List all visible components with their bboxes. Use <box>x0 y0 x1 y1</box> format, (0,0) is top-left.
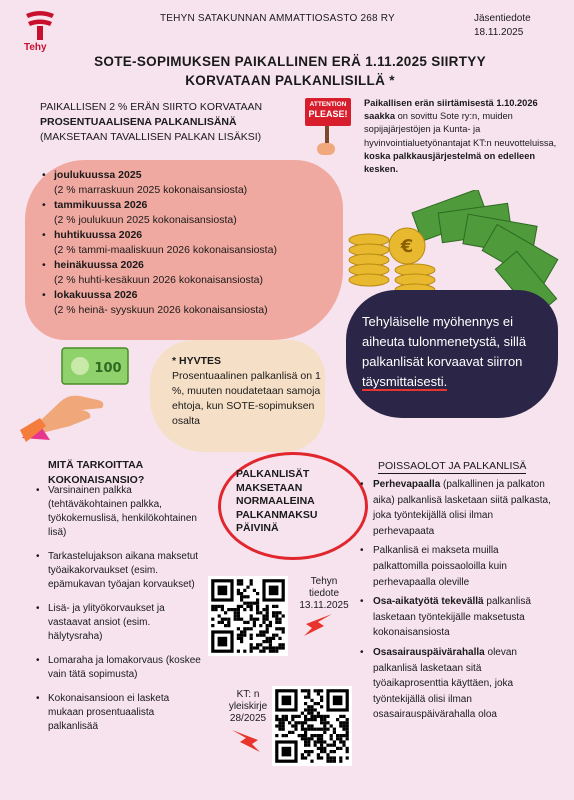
highlight-text <box>362 312 552 392</box>
item-text: Palkanlisä ei makseta muilla palkattomilla poissaoloilla kuin perhevapaalla oleville <box>373 545 507 588</box>
pay-schedule-list <box>42 168 332 318</box>
right-info-part-2: 1.10.2026 saakka <box>364 98 538 122</box>
highlight-main: Tehyläiselle myöhennys ei aiheuta tulonmenetystä, sillä palkanlisät korvaavat siirron <box>362 314 527 369</box>
intro-text <box>40 100 310 145</box>
title-line-2: KORVATAAN PALKANLISILLÄ * <box>185 73 395 88</box>
pay-month: heinäkuussa 2026 <box>54 259 144 271</box>
organization-name: TEHYN SATAKUNNAN AMMATTIOSASTO 268 RY <box>160 13 395 24</box>
pay-month: joulukuussa 2025 <box>54 169 142 181</box>
qr-code-kt-icon[interactable] <box>272 686 352 766</box>
list-item <box>359 543 554 590</box>
list-item <box>42 258 332 288</box>
list-item: • Tarkastelujakson aikana maksetut työaikakorvaukset (esim. epämukavan työajan korvaukset) <box>34 550 204 592</box>
poissaolot-list <box>359 477 554 727</box>
list-item <box>42 288 332 318</box>
list-item: • Lomaraha ja lomakorvaus (koskee vain tätä sopimusta) <box>34 654 204 682</box>
intro-line-2: PROSENTUAALISENA PALKANLISÄNÄ <box>40 116 237 128</box>
memo-info <box>474 12 531 40</box>
right-info-part-4: koska palkkausjärjestelmä on edelleen kesken. <box>364 150 536 175</box>
right-info-part-3: on sovittu Sote ry:n, muiden sopijajärjestöjen ja Kunta- ja hyvinvointialuetyönantajat KT:n neuvotteluissa, <box>364 111 557 148</box>
attention-line-2: PLEASE! <box>308 109 348 119</box>
pay-detail: (2 % joulukuun 2025 kokonaisansiosta) <box>54 214 237 226</box>
pay-month: huhtikuussa 2026 <box>54 229 143 241</box>
item-bold: Perhevapaalla <box>373 479 441 490</box>
item-bold: Osa-aikatyötä tekevällä <box>373 596 484 608</box>
pay-detail: (2 % marraskuun 2025 kokonaisansiosta) <box>54 184 248 196</box>
lightning-arrow-icon <box>300 612 334 638</box>
memo-label: Jäsentiedote <box>474 13 531 24</box>
list-item <box>42 198 332 228</box>
qr2-label: KT: n yleiskirje 28/2025 <box>228 689 268 724</box>
qr-code-tehy-icon[interactable] <box>208 576 288 656</box>
qr1-label: Tehyn tiedote 13.11.2025 <box>299 576 349 611</box>
banknote-value: 100 <box>94 361 122 376</box>
pay-month: tammikuussa 2026 <box>54 199 148 211</box>
intro-line-1: PAIKALLISEN 2 % ERÄN SIIRTO KORVATAAN <box>40 101 263 113</box>
pay-detail: (2 % heinä- syyskuun 2026 kokonaisansiosta) <box>54 304 268 316</box>
lightning-arrow-icon <box>230 728 264 754</box>
svg-text:€: € <box>400 236 414 257</box>
title-line-1: SOTE-SOPIMUKSEN PAIKALLINEN ERÄ 1.11.2025 SIIRTYY <box>94 54 486 69</box>
kokonaisansio-heading: MITÄ TARKOITTAA KOKONAISANSIO? <box>48 459 145 486</box>
list-item <box>42 168 332 198</box>
memo-date: 18.11.2025 <box>474 27 524 38</box>
item-bold: Osasairauspäivärahalla <box>373 646 485 658</box>
item-text: (palkallinen ja palkaton aika) palkanlisä lasketaan siitä palkasta, joka työntekijällä olisi ilman perhevapaata <box>373 479 551 537</box>
highlight-underlined: täysmittaisesti. <box>362 374 448 389</box>
pay-detail: (2 % tammi-maaliskuun 2026 kokonaisansiosta) <box>54 244 277 256</box>
list-item <box>359 477 554 539</box>
list-item <box>42 228 332 258</box>
attention-line-1: ATTENTION <box>309 101 347 108</box>
right-info-part-1: Paikallisen erän siirtämisestä <box>364 98 494 108</box>
item-text: olevan palkanlisä lasketaan sitä työaikaprosenttia käyttäen, joka työntekijällä olisi ilman osasairauspäivärahalla oloa <box>373 646 517 721</box>
attention-sign-icon <box>305 98 353 158</box>
hyvtes-body: Prosentuaalinen palkanlisä on 1 %, muuten noudatetaan samoja ehtoja, kun SOTE-sopimuksen osalta <box>172 370 321 427</box>
intro-line-3: (MAKSETAAN TAVALLISEN PALKAN LISÄKSI) <box>40 131 262 143</box>
item-text: palkanlisä lasketaan työntekijälle maksetusta kokonaisansiosta <box>373 596 531 639</box>
pay-month: lokakuussa 2026 <box>54 289 138 301</box>
hyvtes-note <box>172 354 322 429</box>
page-title <box>40 52 540 90</box>
logo-text: Tehy <box>24 42 47 53</box>
list-item <box>359 594 554 641</box>
list-item: • Kokonaisansioon ei lasketa mukaan prosentuaalista palkanlisää <box>34 692 204 734</box>
right-info-text <box>364 97 560 176</box>
pay-detail: (2 % huhti-kesäkuun 2026 kokonaisansiosta) <box>54 274 263 286</box>
hyvtes-title: * HYVTES <box>172 355 222 367</box>
circle-text: PALKANLISÄT MAKSETAAN NORMAALEINA PALKANMAKSU PÄIVINÄ <box>236 468 318 534</box>
hand-icon <box>20 372 120 442</box>
poissaolot-heading: POISSAOLOT JA PALKANLISÄ <box>378 460 527 472</box>
list-item <box>359 645 554 723</box>
list-item: • Varsinainen palkka (tehtäväkohtainen palkka, työkokemuslisä, henkilökohtainen lisä) <box>34 484 204 540</box>
kokonaisansio-list <box>34 484 204 744</box>
list-item: • Lisä- ja ylityökorvaukset ja vastaavat ansiot (esim. hälytysraha) <box>34 602 204 644</box>
